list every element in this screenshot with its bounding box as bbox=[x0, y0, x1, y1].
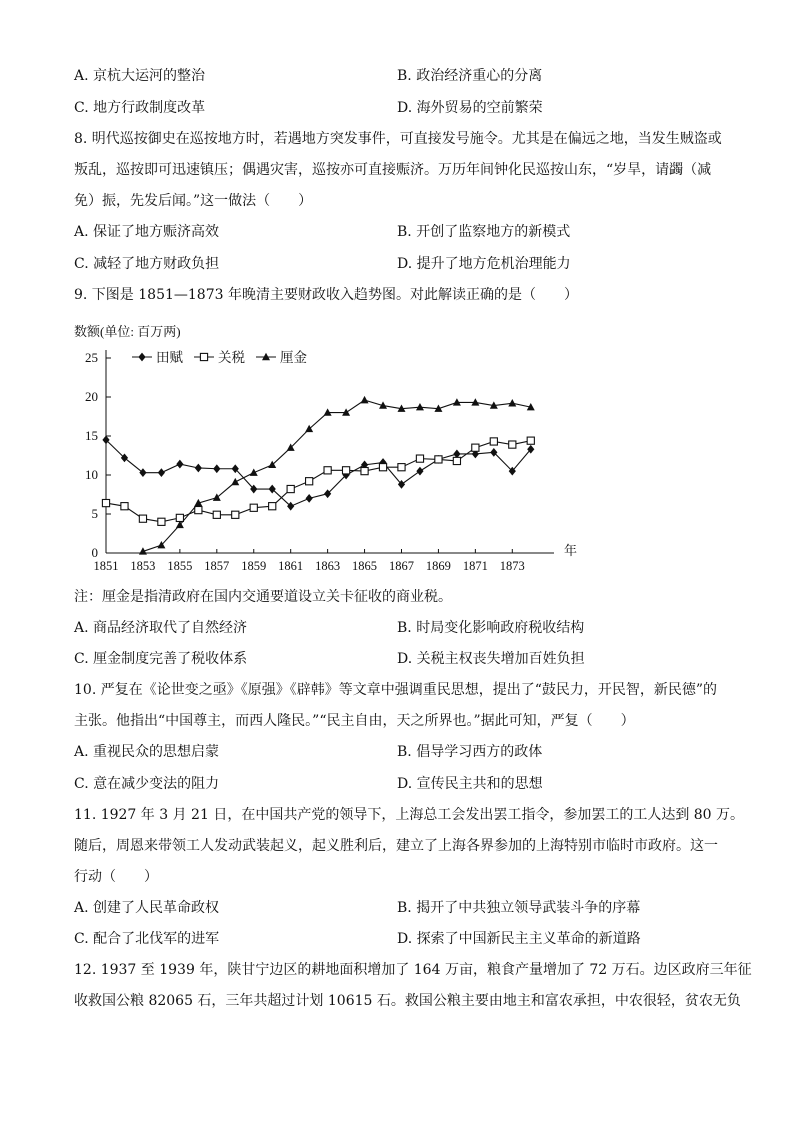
q10-option-b: B. 倡导学习西方的政体 bbox=[397, 744, 543, 760]
y-tick-label: 15 bbox=[85, 428, 98, 443]
x-tick-label: 1865 bbox=[352, 559, 378, 573]
x-tick-label: 1863 bbox=[315, 559, 341, 573]
data-point-2 bbox=[250, 468, 258, 475]
data-point-1 bbox=[121, 503, 128, 510]
series-line-1 bbox=[106, 441, 531, 522]
data-point-1 bbox=[435, 456, 442, 463]
x-tick-label: 1871 bbox=[462, 559, 488, 573]
q7-option-b: B. 政治经济重心的分离 bbox=[397, 68, 543, 84]
data-point-0 bbox=[213, 464, 220, 473]
data-point-0 bbox=[416, 467, 423, 476]
legend-marker bbox=[138, 353, 145, 362]
data-point-1 bbox=[453, 457, 460, 464]
data-point-1 bbox=[269, 503, 276, 510]
data-point-0 bbox=[195, 464, 202, 473]
data-point-1 bbox=[416, 455, 423, 462]
q8-option-a: A. 保证了地方赈济高效 bbox=[74, 224, 220, 240]
data-point-1 bbox=[158, 518, 165, 525]
x-tick-label: 1873 bbox=[499, 559, 525, 573]
x-tick-label: 1859 bbox=[241, 559, 267, 573]
q8-option-d: D. 提升了地方危机治理能力 bbox=[397, 256, 571, 272]
series-line-2 bbox=[143, 400, 531, 551]
data-point-1 bbox=[287, 485, 294, 492]
data-point-1 bbox=[306, 478, 313, 485]
data-point-1 bbox=[342, 467, 349, 474]
data-point-1 bbox=[398, 464, 405, 471]
q11-stem-line-3: 行动（ ） bbox=[74, 869, 158, 885]
y-tick-label: 0 bbox=[91, 545, 98, 560]
data-point-2 bbox=[213, 493, 221, 500]
x-tick-label: 1867 bbox=[388, 559, 414, 573]
data-point-2 bbox=[416, 403, 424, 410]
legend-label: 关税 bbox=[218, 350, 245, 365]
data-point-1 bbox=[509, 441, 516, 448]
data-point-2 bbox=[508, 399, 516, 406]
fiscal-revenue-line-chart bbox=[70, 318, 630, 576]
x-tick-label: 1857 bbox=[204, 559, 230, 573]
q12-stem-line-2: 收救国公粮 82065 石，三年共超过计划 10615 石。救国公粮主要由地主和富农承担，中农很轻，贫农无负 bbox=[74, 993, 741, 1009]
series-line-0 bbox=[106, 440, 531, 506]
data-point-1 bbox=[176, 514, 183, 521]
data-point-1 bbox=[324, 467, 331, 474]
x-tick-label: 1861 bbox=[278, 559, 304, 573]
legend-label: 厘金 bbox=[280, 350, 307, 365]
data-point-1 bbox=[250, 504, 257, 511]
q7-option-d: D. 海外贸易的空前繁荣 bbox=[397, 100, 543, 116]
data-point-1 bbox=[472, 444, 479, 451]
data-point-1 bbox=[361, 468, 368, 475]
q11-stem-line-1: 11. 1927 年 3 月 21 日，在中国共产党的领导下，上海总工会发出罢工指令，参加罢工的工人达到 80 万。 bbox=[74, 807, 745, 823]
data-point-0 bbox=[158, 468, 165, 477]
q10-stem-line-1: 10. 严复在《论世变之亟》《原强》《辟韩》等文章中强调重民思想，提出了“鼓民力，开民智，新民德”的 bbox=[74, 682, 718, 698]
q9-option-b: B. 时局变化影响政府税收结构 bbox=[397, 620, 585, 636]
y-tick-label: 20 bbox=[85, 389, 98, 404]
legend-label: 田赋 bbox=[156, 350, 183, 365]
q9-stem: 9. 下图是 1851—1873 年晚清主要财政收入趋势图。对此解读正确的是（ ） bbox=[74, 287, 578, 303]
data-point-1 bbox=[527, 437, 534, 444]
x-axis-label: 年 bbox=[564, 543, 578, 558]
y-tick-label: 10 bbox=[85, 467, 98, 482]
q10-stem-line-2: 主张。他指出“中国尊主，而西人隆民。”“民主自由，天之所界也。”据此可知，严复（ ） bbox=[74, 713, 635, 729]
q12-stem-line-1: 12. 1937 至 1939 年，陕甘宁边区的耕地面积增加了 164 万亩，粮食产量增加了 72 万石。边区政府三年征 bbox=[74, 962, 752, 978]
q11-option-c: C. 配合了北伐军的进军 bbox=[74, 931, 220, 947]
data-point-2 bbox=[231, 478, 239, 485]
data-point-2 bbox=[361, 396, 369, 403]
q7-option-c: C. 地方行政制度改革 bbox=[74, 100, 206, 116]
x-tick-label: 1853 bbox=[130, 559, 156, 573]
data-point-0 bbox=[176, 460, 183, 469]
y-axis-label: 数额(单位: 百万两) bbox=[74, 324, 181, 339]
q8-option-b: B. 开创了监察地方的新模式 bbox=[397, 224, 571, 240]
q10-option-a: A. 重视民众的思想启蒙 bbox=[74, 744, 220, 760]
x-tick-label: 1869 bbox=[425, 559, 451, 573]
q7-option-a: A. 京杭大运河的整治 bbox=[74, 68, 206, 84]
q11-option-a: A. 创建了人民革命政权 bbox=[74, 900, 220, 916]
data-point-1 bbox=[232, 511, 239, 518]
q8-stem-line-2: 叛乱，巡按即可迅速镇压；偶遇灾害，巡按亦可直接赈济。万历年间钟化民巡按山东，“岁旱，请蠲（减 bbox=[74, 162, 712, 178]
data-point-1 bbox=[379, 464, 386, 471]
q11-option-d: D. 探索了中国新民主主义革命的新道路 bbox=[397, 931, 641, 947]
q8-option-c: C. 减轻了地方财政负担 bbox=[74, 256, 220, 272]
q11-stem-line-2: 随后，周恩来带领工人发动武装起义，起义胜利后，建立了上海各界参加的上海特别市临时市政府。这一 bbox=[74, 838, 718, 854]
q11-option-b: B. 揭开了中共独立领导武装斗争的序幕 bbox=[397, 900, 641, 916]
y-tick-label: 5 bbox=[91, 506, 98, 521]
data-point-0 bbox=[306, 494, 313, 503]
data-point-1 bbox=[213, 511, 220, 518]
data-point-1 bbox=[490, 438, 497, 445]
q10-option-d: D. 宣传民主共和的思想 bbox=[397, 776, 543, 792]
q9-option-d: D. 关税主权丧失增加百姓负担 bbox=[397, 651, 585, 667]
q10-option-c: C. 意在减少变法的阻力 bbox=[74, 776, 220, 792]
q9-option-c: C. 厘金制度完善了税收体系 bbox=[74, 651, 248, 667]
q8-stem-line-3: 免）振，先发后闻。”这一做法（ ） bbox=[74, 193, 313, 209]
y-tick-label: 25 bbox=[85, 350, 98, 365]
data-point-1 bbox=[195, 507, 202, 514]
q9-option-a: A. 商品经济取代了自然经济 bbox=[74, 620, 248, 636]
q9-note: 注：厘金是指清政府在国内交通要道设立关卡征收的商业税。 bbox=[74, 589, 452, 605]
x-tick-label: 1855 bbox=[167, 559, 193, 573]
data-point-0 bbox=[139, 468, 146, 477]
x-tick-label: 1851 bbox=[93, 559, 119, 573]
data-point-1 bbox=[139, 515, 146, 522]
data-point-1 bbox=[102, 499, 109, 506]
q8-stem-line-1: 8. 明代巡按御史在巡按地方时，若遇地方突发事件，可直接发号施令。尤其是在偏远之地，当发生贼盗或 bbox=[74, 131, 722, 147]
legend-marker bbox=[200, 353, 207, 360]
